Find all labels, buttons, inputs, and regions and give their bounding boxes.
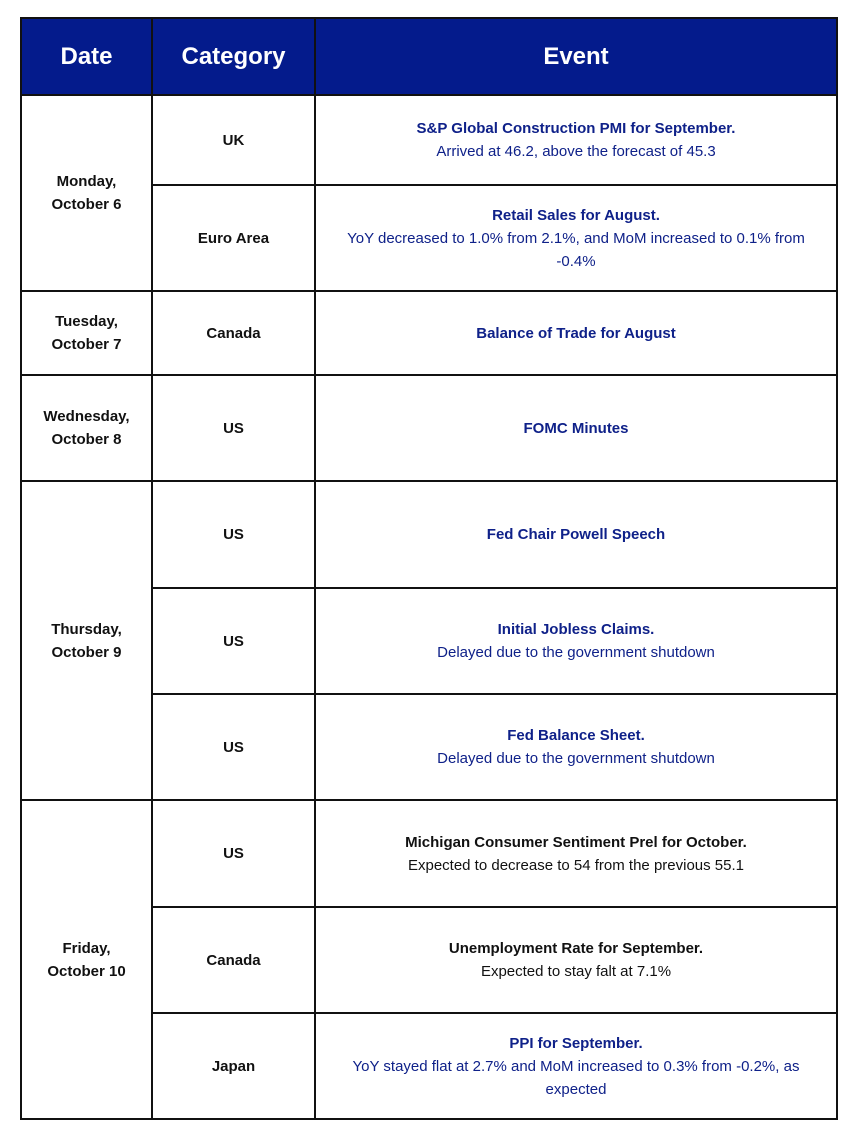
event-title: Balance of Trade for August xyxy=(476,324,676,342)
event-cell xyxy=(315,907,837,1013)
event-title: FOMC Minutes xyxy=(523,419,629,437)
event-detail: Delayed due to the government shutdown xyxy=(437,644,715,661)
header-event: Event xyxy=(315,18,837,95)
category-cell: US xyxy=(152,588,315,694)
category-cell: US xyxy=(152,800,315,907)
header-category: Category xyxy=(152,18,315,95)
event-title: Unemployment Rate for September. xyxy=(448,940,704,957)
event-detail: Arrived at 46.2, above the forecast of 45.3 xyxy=(436,143,716,160)
table-row xyxy=(21,375,837,481)
event-title: Michigan Consumer Sentiment Prel for October. xyxy=(405,833,747,851)
header-row xyxy=(21,18,837,95)
day-date: October 8 xyxy=(51,431,122,448)
date-cell-thursday xyxy=(21,481,152,800)
event-detail: YoY stayed flat at 2.7% and MoM increased to 0.3% from -0.2%, as expected xyxy=(352,1057,800,1098)
table-row xyxy=(21,481,837,588)
table-row xyxy=(21,800,837,907)
event-cell xyxy=(315,800,837,907)
category-cell: US xyxy=(152,481,315,588)
day-name: Monday, xyxy=(56,173,117,190)
event-cell xyxy=(315,694,837,800)
day-name: Friday, xyxy=(62,939,111,957)
event-title: PPI for September. xyxy=(509,1034,643,1052)
event-cell xyxy=(315,291,837,375)
table-row xyxy=(21,291,837,375)
category-cell: US xyxy=(152,694,315,800)
day-name: Tuesday, xyxy=(55,313,118,330)
day-name: Thursday, xyxy=(51,620,122,638)
category-cell: Japan xyxy=(152,1013,315,1119)
day-date: October 10 xyxy=(47,962,126,980)
date-cell-monday xyxy=(21,95,152,291)
event-cell xyxy=(315,185,837,291)
category-cell: Euro Area xyxy=(152,185,315,291)
event-detail: Expected to stay falt at 7.1% xyxy=(480,963,672,980)
day-date: October 6 xyxy=(51,196,122,213)
event-cell xyxy=(315,481,837,588)
event-title: Retail Sales for August. xyxy=(492,206,660,224)
event-cell xyxy=(315,588,837,694)
event-title: Fed Balance Sheet. xyxy=(507,727,645,744)
event-title: Fed Chair Powell Speech xyxy=(486,526,666,543)
date-cell-friday xyxy=(21,800,152,1119)
category-cell: US xyxy=(152,375,315,481)
day-name: Wednesday, xyxy=(43,408,130,425)
category-cell: Canada xyxy=(152,907,315,1013)
event-detail: Expected to decrease to 54 from the previous 55.1 xyxy=(407,856,745,874)
date-cell-tuesday xyxy=(21,291,152,375)
event-title: S&P Global Construction PMI for September. xyxy=(416,120,736,137)
category-cell: Canada xyxy=(152,291,315,375)
event-title: Initial Jobless Claims. xyxy=(497,621,655,638)
day-date: October 7 xyxy=(51,336,122,353)
table-row xyxy=(21,95,837,185)
event-cell xyxy=(315,1013,837,1119)
event-cell xyxy=(315,375,837,481)
day-date: October 9 xyxy=(51,643,122,661)
date-cell-wednesday xyxy=(21,375,152,481)
header-date: Date xyxy=(21,18,152,95)
event-detail: Delayed due to the government shutdown xyxy=(437,750,715,767)
category-cell: UK xyxy=(152,95,315,185)
event-cell xyxy=(315,95,837,185)
economic-calendar-table xyxy=(20,17,838,1120)
event-detail: YoY decreased to 1.0% from 2.1%, and MoM increased to 0.1% from -0.4% xyxy=(347,229,805,270)
